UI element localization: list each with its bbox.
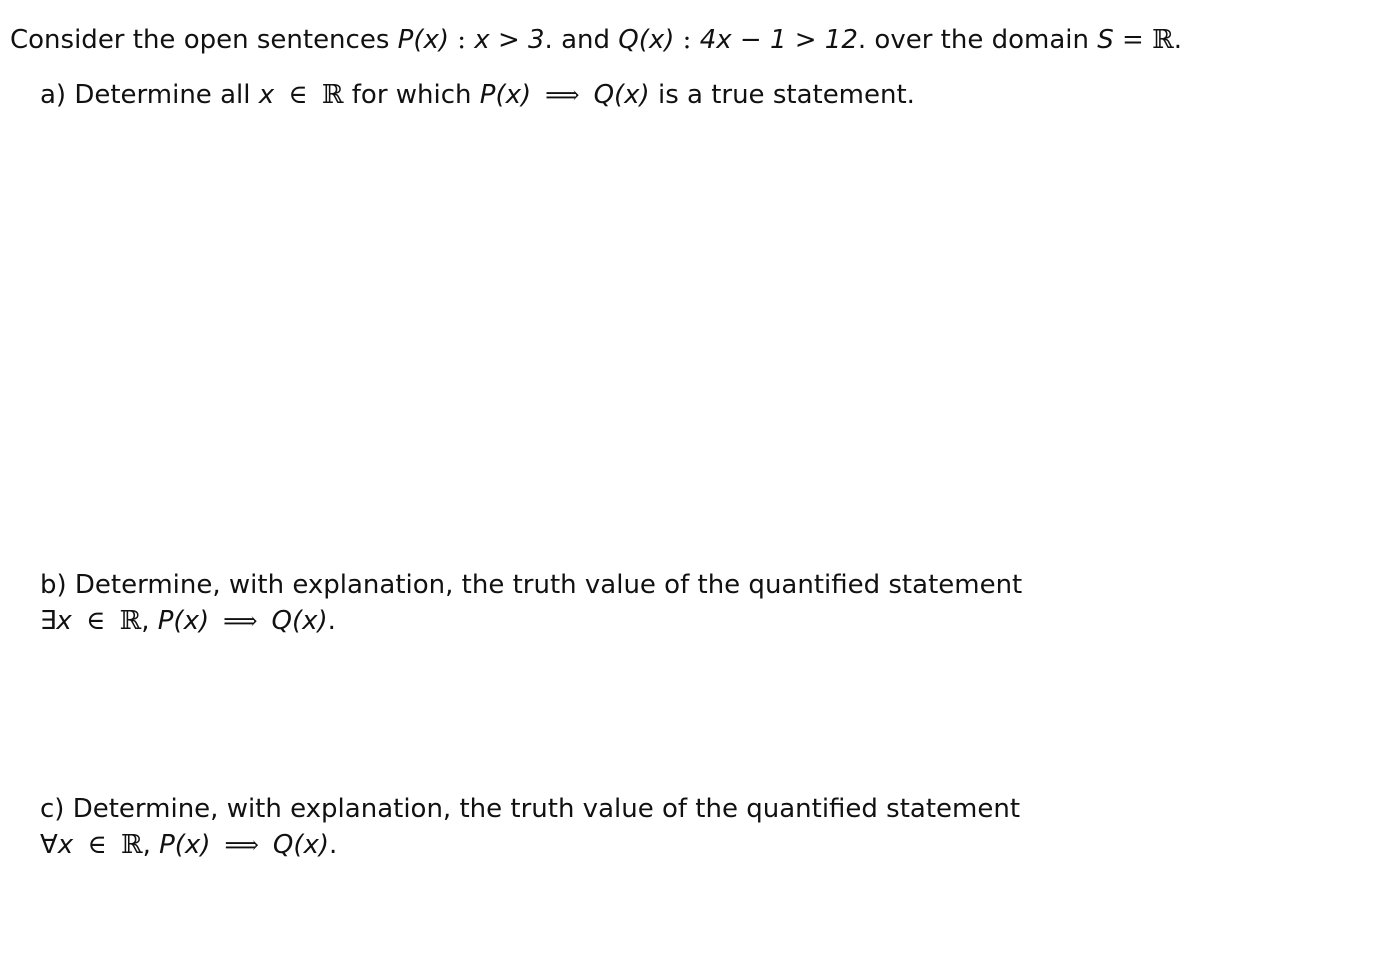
real-numbers-symbol: ℝ <box>1152 25 1174 55</box>
part-a-q: Q(x) <box>593 80 650 110</box>
part-c-text: c) Determine, with explanation, the truth value of the quantified statement <box>40 794 1021 824</box>
p-colon: : <box>449 25 475 55</box>
part-c-q: Q(x) <box>272 830 330 860</box>
part-a-ending: is a true statement. <box>649 80 915 110</box>
real-numbers-symbol: ℝ <box>119 606 142 636</box>
part-c-comma: , <box>142 830 160 860</box>
element-of-symbol: ∈ <box>79 830 115 860</box>
part-b-comma: , <box>141 606 158 636</box>
part-b-statement <box>40 605 336 637</box>
part-c-period: . <box>329 830 338 860</box>
intro-text: Consider the open sentences <box>10 25 398 55</box>
domain-equals: = <box>1113 25 1153 55</box>
universal-quantifier: ∀x <box>40 830 74 860</box>
part-b-period: . <box>327 606 336 636</box>
part-b-q: Q(x) <box>271 606 328 636</box>
q-condition: 4x − 1 > 12 <box>699 25 858 55</box>
part-c-p: P(x) <box>159 830 211 860</box>
real-numbers-symbol: ℝ <box>120 830 143 860</box>
p-condition: x > 3 <box>474 25 545 55</box>
intro-period: . <box>1173 25 1182 55</box>
part-a-p: P(x) <box>479 80 532 110</box>
real-numbers-symbol: ℝ <box>321 80 344 110</box>
part-c-statement <box>40 829 337 861</box>
intro-connector: . and <box>544 25 619 55</box>
part-a-variable: x <box>258 80 275 110</box>
q-sentence-name: Q(x) <box>618 25 675 55</box>
part-c-question <box>40 793 1020 825</box>
domain-variable: S <box>1097 25 1114 55</box>
element-of-symbol: ∈ <box>280 80 316 110</box>
part-b-question <box>40 569 1022 601</box>
problem-intro <box>10 24 1182 56</box>
implies-arrow-icon: ⟹ <box>545 81 580 109</box>
existential-quantifier: ∃x <box>40 606 72 636</box>
p-sentence-name: P(x) <box>397 25 449 55</box>
domain-text: . over the domain <box>857 25 1098 55</box>
part-a-label: a) Determine all <box>40 80 259 110</box>
part-b-p: P(x) <box>157 606 210 636</box>
implies-arrow-icon: ⟹ <box>224 831 259 859</box>
part-b-text: b) Determine, with explanation, the truth value of the quantified statement <box>40 570 1023 600</box>
element-of-symbol: ∈ <box>77 606 114 636</box>
part-a-question <box>40 79 915 111</box>
q-colon: : <box>674 25 700 55</box>
part-a-text: for which <box>343 80 480 110</box>
implies-arrow-icon: ⟹ <box>223 607 258 635</box>
